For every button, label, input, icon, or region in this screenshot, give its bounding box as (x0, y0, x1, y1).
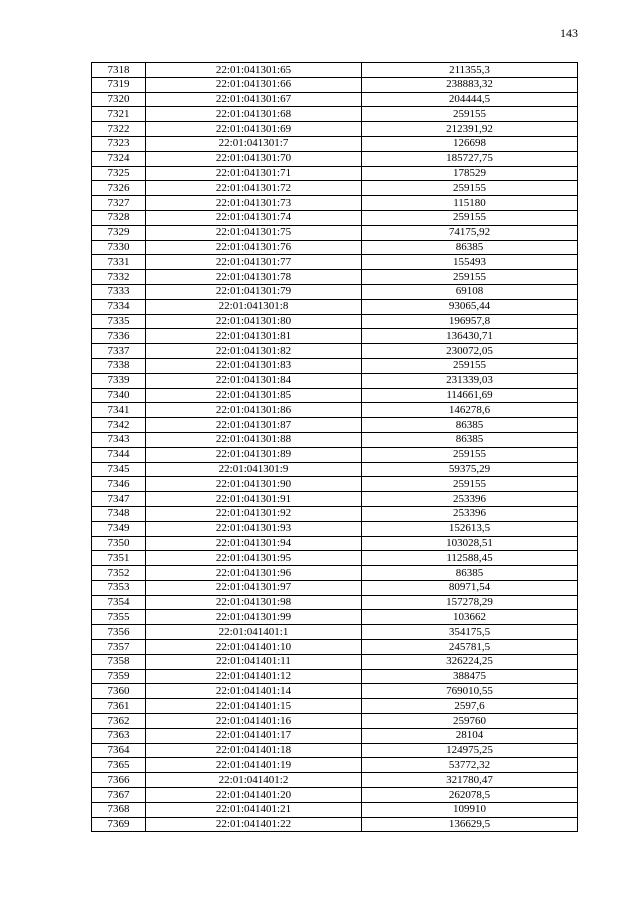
table-row (92, 418, 578, 433)
table-row (92, 477, 578, 492)
row-number-cell: 7358 (92, 654, 146, 669)
cadastral-number-cell: 22:01:041301:77 (146, 255, 362, 270)
row-number-cell: 7330 (92, 240, 146, 255)
cadastral-number-cell: 22:01:041401:19 (146, 758, 362, 773)
row-number-cell: 7321 (92, 107, 146, 122)
value-cell: 245781,5 (362, 640, 578, 655)
cadastral-number-cell: 22:01:041301:99 (146, 610, 362, 625)
row-number-cell: 7325 (92, 166, 146, 181)
table-row (92, 255, 578, 270)
cadastral-number-cell: 22:01:041301:69 (146, 122, 362, 137)
cadastral-number-cell: 22:01:041401:14 (146, 684, 362, 699)
value-cell: 262078,5 (362, 788, 578, 803)
row-number-cell: 7362 (92, 714, 146, 729)
value-cell: 259155 (362, 477, 578, 492)
cadastral-number-cell: 22:01:041301:93 (146, 521, 362, 536)
row-number-cell: 7338 (92, 358, 146, 373)
table-row (92, 344, 578, 359)
cadastral-number-cell: 22:01:041301:96 (146, 566, 362, 581)
page-number: 143 (560, 26, 578, 40)
row-number-cell: 7335 (92, 314, 146, 329)
cadastral-number-cell: 22:01:041301:97 (146, 580, 362, 595)
value-cell: 231339,03 (362, 373, 578, 388)
value-cell: 69108 (362, 284, 578, 299)
table-row (92, 270, 578, 285)
row-number-cell: 7328 (92, 210, 146, 225)
row-number-cell: 7356 (92, 625, 146, 640)
table-row (92, 77, 578, 92)
row-number-cell: 7341 (92, 403, 146, 418)
value-cell: 259155 (362, 358, 578, 373)
row-number-cell: 7323 (92, 136, 146, 151)
value-cell: 259155 (362, 107, 578, 122)
value-cell: 86385 (362, 566, 578, 581)
row-number-cell: 7320 (92, 92, 146, 107)
table-row (92, 462, 578, 477)
cadastral-number-cell: 22:01:041301:91 (146, 492, 362, 507)
value-cell: 157278,29 (362, 595, 578, 610)
cadastral-value-table (91, 62, 578, 832)
cadastral-number-cell: 22:01:041301:87 (146, 418, 362, 433)
value-cell: 253396 (362, 506, 578, 521)
value-cell: 155493 (362, 255, 578, 270)
cadastral-number-cell: 22:01:041401:18 (146, 743, 362, 758)
cadastral-number-cell: 22:01:041301:8 (146, 299, 362, 314)
table-row (92, 699, 578, 714)
row-number-cell: 7364 (92, 743, 146, 758)
table-row (92, 684, 578, 699)
value-cell: 86385 (362, 432, 578, 447)
row-number-cell: 7354 (92, 595, 146, 610)
value-cell: 136430,71 (362, 329, 578, 344)
cadastral-number-cell: 22:01:041301:92 (146, 506, 362, 521)
row-number-cell: 7363 (92, 728, 146, 743)
value-cell: 185727,75 (362, 151, 578, 166)
cadastral-number-cell: 22:01:041301:94 (146, 536, 362, 551)
value-cell: 136629,5 (362, 817, 578, 832)
cadastral-number-cell: 22:01:041301:74 (146, 210, 362, 225)
table-row (92, 521, 578, 536)
value-cell: 59375,29 (362, 462, 578, 477)
table-row (92, 714, 578, 729)
value-cell: 259760 (362, 714, 578, 729)
cadastral-number-cell: 22:01:041401:12 (146, 669, 362, 684)
cadastral-number-cell: 22:01:041301:66 (146, 77, 362, 92)
value-cell: 354175,5 (362, 625, 578, 640)
table-row (92, 92, 578, 107)
value-cell: 124975,25 (362, 743, 578, 758)
cadastral-number-cell: 22:01:041301:89 (146, 447, 362, 462)
table-row (92, 595, 578, 610)
table-row (92, 492, 578, 507)
table-row (92, 640, 578, 655)
cadastral-number-cell: 22:01:041401:16 (146, 714, 362, 729)
row-number-cell: 7327 (92, 196, 146, 211)
value-cell: 259155 (362, 210, 578, 225)
table-row (92, 225, 578, 240)
cadastral-number-cell: 22:01:041401:10 (146, 640, 362, 655)
cadastral-number-cell: 22:01:041401:2 (146, 773, 362, 788)
table-row (92, 758, 578, 773)
row-number-cell: 7348 (92, 506, 146, 521)
cadastral-number-cell: 22:01:041301:98 (146, 595, 362, 610)
value-cell: 253396 (362, 492, 578, 507)
row-number-cell: 7340 (92, 388, 146, 403)
table-row (92, 358, 578, 373)
table-row (92, 107, 578, 122)
row-number-cell: 7359 (92, 669, 146, 684)
cadastral-number-cell: 22:01:041301:81 (146, 329, 362, 344)
value-cell: 103028,51 (362, 536, 578, 551)
cadastral-number-cell: 22:01:041301:72 (146, 181, 362, 196)
row-number-cell: 7345 (92, 462, 146, 477)
table-body (92, 63, 578, 832)
row-number-cell: 7367 (92, 788, 146, 803)
table-row (92, 63, 578, 78)
row-number-cell: 7365 (92, 758, 146, 773)
row-number-cell: 7331 (92, 255, 146, 270)
cadastral-number-cell: 22:01:041301:86 (146, 403, 362, 418)
cadastral-number-cell: 22:01:041301:90 (146, 477, 362, 492)
table-row (92, 551, 578, 566)
row-number-cell: 7360 (92, 684, 146, 699)
value-cell: 80971,54 (362, 580, 578, 595)
cadastral-number-cell: 22:01:041401:20 (146, 788, 362, 803)
row-number-cell: 7343 (92, 432, 146, 447)
value-cell: 259155 (362, 181, 578, 196)
table-row (92, 388, 578, 403)
cadastral-number-cell: 22:01:041301:65 (146, 63, 362, 78)
value-cell: 114661,69 (362, 388, 578, 403)
value-cell: 74175,92 (362, 225, 578, 240)
table-row (92, 373, 578, 388)
cadastral-number-cell: 22:01:041301:71 (146, 166, 362, 181)
cadastral-number-cell: 22:01:041401:15 (146, 699, 362, 714)
row-number-cell: 7318 (92, 63, 146, 78)
table-row (92, 432, 578, 447)
cadastral-number-cell: 22:01:041301:84 (146, 373, 362, 388)
table-row (92, 181, 578, 196)
row-number-cell: 7351 (92, 551, 146, 566)
cadastral-number-cell: 22:01:041301:67 (146, 92, 362, 107)
row-number-cell: 7355 (92, 610, 146, 625)
row-number-cell: 7347 (92, 492, 146, 507)
row-number-cell: 7337 (92, 344, 146, 359)
row-number-cell: 7366 (92, 773, 146, 788)
cadastral-number-cell: 22:01:041401:22 (146, 817, 362, 832)
value-cell: 103662 (362, 610, 578, 625)
row-number-cell: 7333 (92, 284, 146, 299)
table-row (92, 151, 578, 166)
table-row (92, 536, 578, 551)
row-number-cell: 7361 (92, 699, 146, 714)
table-row (92, 610, 578, 625)
cadastral-number-cell: 22:01:041301:82 (146, 344, 362, 359)
value-cell: 178529 (362, 166, 578, 181)
row-number-cell: 7369 (92, 817, 146, 832)
row-number-cell: 7368 (92, 802, 146, 817)
value-cell: 2597,6 (362, 699, 578, 714)
table-row (92, 817, 578, 832)
table-row (92, 743, 578, 758)
table-row (92, 580, 578, 595)
value-cell: 211355,3 (362, 63, 578, 78)
cadastral-number-cell: 22:01:041301:78 (146, 270, 362, 285)
row-number-cell: 7353 (92, 580, 146, 595)
table-row (92, 654, 578, 669)
value-cell: 259155 (362, 447, 578, 462)
row-number-cell: 7349 (92, 521, 146, 536)
row-number-cell: 7352 (92, 566, 146, 581)
value-cell: 86385 (362, 240, 578, 255)
value-cell: 326224,25 (362, 654, 578, 669)
cadastral-number-cell: 22:01:041301:83 (146, 358, 362, 373)
value-cell: 109910 (362, 802, 578, 817)
value-cell: 230072,05 (362, 344, 578, 359)
cadastral-number-cell: 22:01:041301:80 (146, 314, 362, 329)
row-number-cell: 7326 (92, 181, 146, 196)
value-cell: 53772,32 (362, 758, 578, 773)
row-number-cell: 7342 (92, 418, 146, 433)
cadastral-number-cell: 22:01:041401:17 (146, 728, 362, 743)
value-cell: 238883,32 (362, 77, 578, 92)
value-cell: 204444,5 (362, 92, 578, 107)
table-row (92, 314, 578, 329)
value-cell: 212391,92 (362, 122, 578, 137)
row-number-cell: 7334 (92, 299, 146, 314)
table-row (92, 329, 578, 344)
cadastral-number-cell: 22:01:041301:95 (146, 551, 362, 566)
table-row (92, 136, 578, 151)
cadastral-number-cell: 22:01:041301:73 (146, 196, 362, 211)
cadastral-number-cell: 22:01:041401:11 (146, 654, 362, 669)
value-cell: 126698 (362, 136, 578, 151)
cadastral-number-cell: 22:01:041401:21 (146, 802, 362, 817)
value-cell: 146278,6 (362, 403, 578, 418)
value-cell: 259155 (362, 270, 578, 285)
row-number-cell: 7319 (92, 77, 146, 92)
row-number-cell: 7350 (92, 536, 146, 551)
table-row (92, 566, 578, 581)
row-number-cell: 7332 (92, 270, 146, 285)
cadastral-number-cell: 22:01:041301:9 (146, 462, 362, 477)
table-row (92, 788, 578, 803)
row-number-cell: 7344 (92, 447, 146, 462)
table-row (92, 284, 578, 299)
table-row (92, 210, 578, 225)
row-number-cell: 7357 (92, 640, 146, 655)
table-row (92, 447, 578, 462)
cadastral-number-cell: 22:01:041301:79 (146, 284, 362, 299)
value-cell: 93065,44 (362, 299, 578, 314)
value-cell: 388475 (362, 669, 578, 684)
value-cell: 321780,47 (362, 773, 578, 788)
table-row (92, 403, 578, 418)
table-row (92, 299, 578, 314)
table-row (92, 802, 578, 817)
row-number-cell: 7336 (92, 329, 146, 344)
row-number-cell: 7324 (92, 151, 146, 166)
row-number-cell: 7339 (92, 373, 146, 388)
table-row (92, 506, 578, 521)
value-cell: 769010,55 (362, 684, 578, 699)
row-number-cell: 7346 (92, 477, 146, 492)
cadastral-number-cell: 22:01:041301:70 (146, 151, 362, 166)
table-row (92, 773, 578, 788)
value-cell: 112588,45 (362, 551, 578, 566)
table-row (92, 122, 578, 137)
table-row (92, 240, 578, 255)
cadastral-number-cell: 22:01:041301:7 (146, 136, 362, 151)
table-row (92, 166, 578, 181)
cadastral-number-cell: 22:01:041301:88 (146, 432, 362, 447)
table-row (92, 669, 578, 684)
cadastral-number-cell: 22:01:041301:85 (146, 388, 362, 403)
table-row (92, 625, 578, 640)
table-row (92, 196, 578, 211)
cadastral-number-cell: 22:01:041301:76 (146, 240, 362, 255)
value-cell: 86385 (362, 418, 578, 433)
value-cell: 115180 (362, 196, 578, 211)
table-row (92, 728, 578, 743)
cadastral-number-cell: 22:01:041301:68 (146, 107, 362, 122)
value-cell: 152613,5 (362, 521, 578, 536)
row-number-cell: 7322 (92, 122, 146, 137)
cadastral-number-cell: 22:01:041301:75 (146, 225, 362, 240)
cadastral-number-cell: 22:01:041401:1 (146, 625, 362, 640)
row-number-cell: 7329 (92, 225, 146, 240)
value-cell: 196957,8 (362, 314, 578, 329)
value-cell: 28104 (362, 728, 578, 743)
